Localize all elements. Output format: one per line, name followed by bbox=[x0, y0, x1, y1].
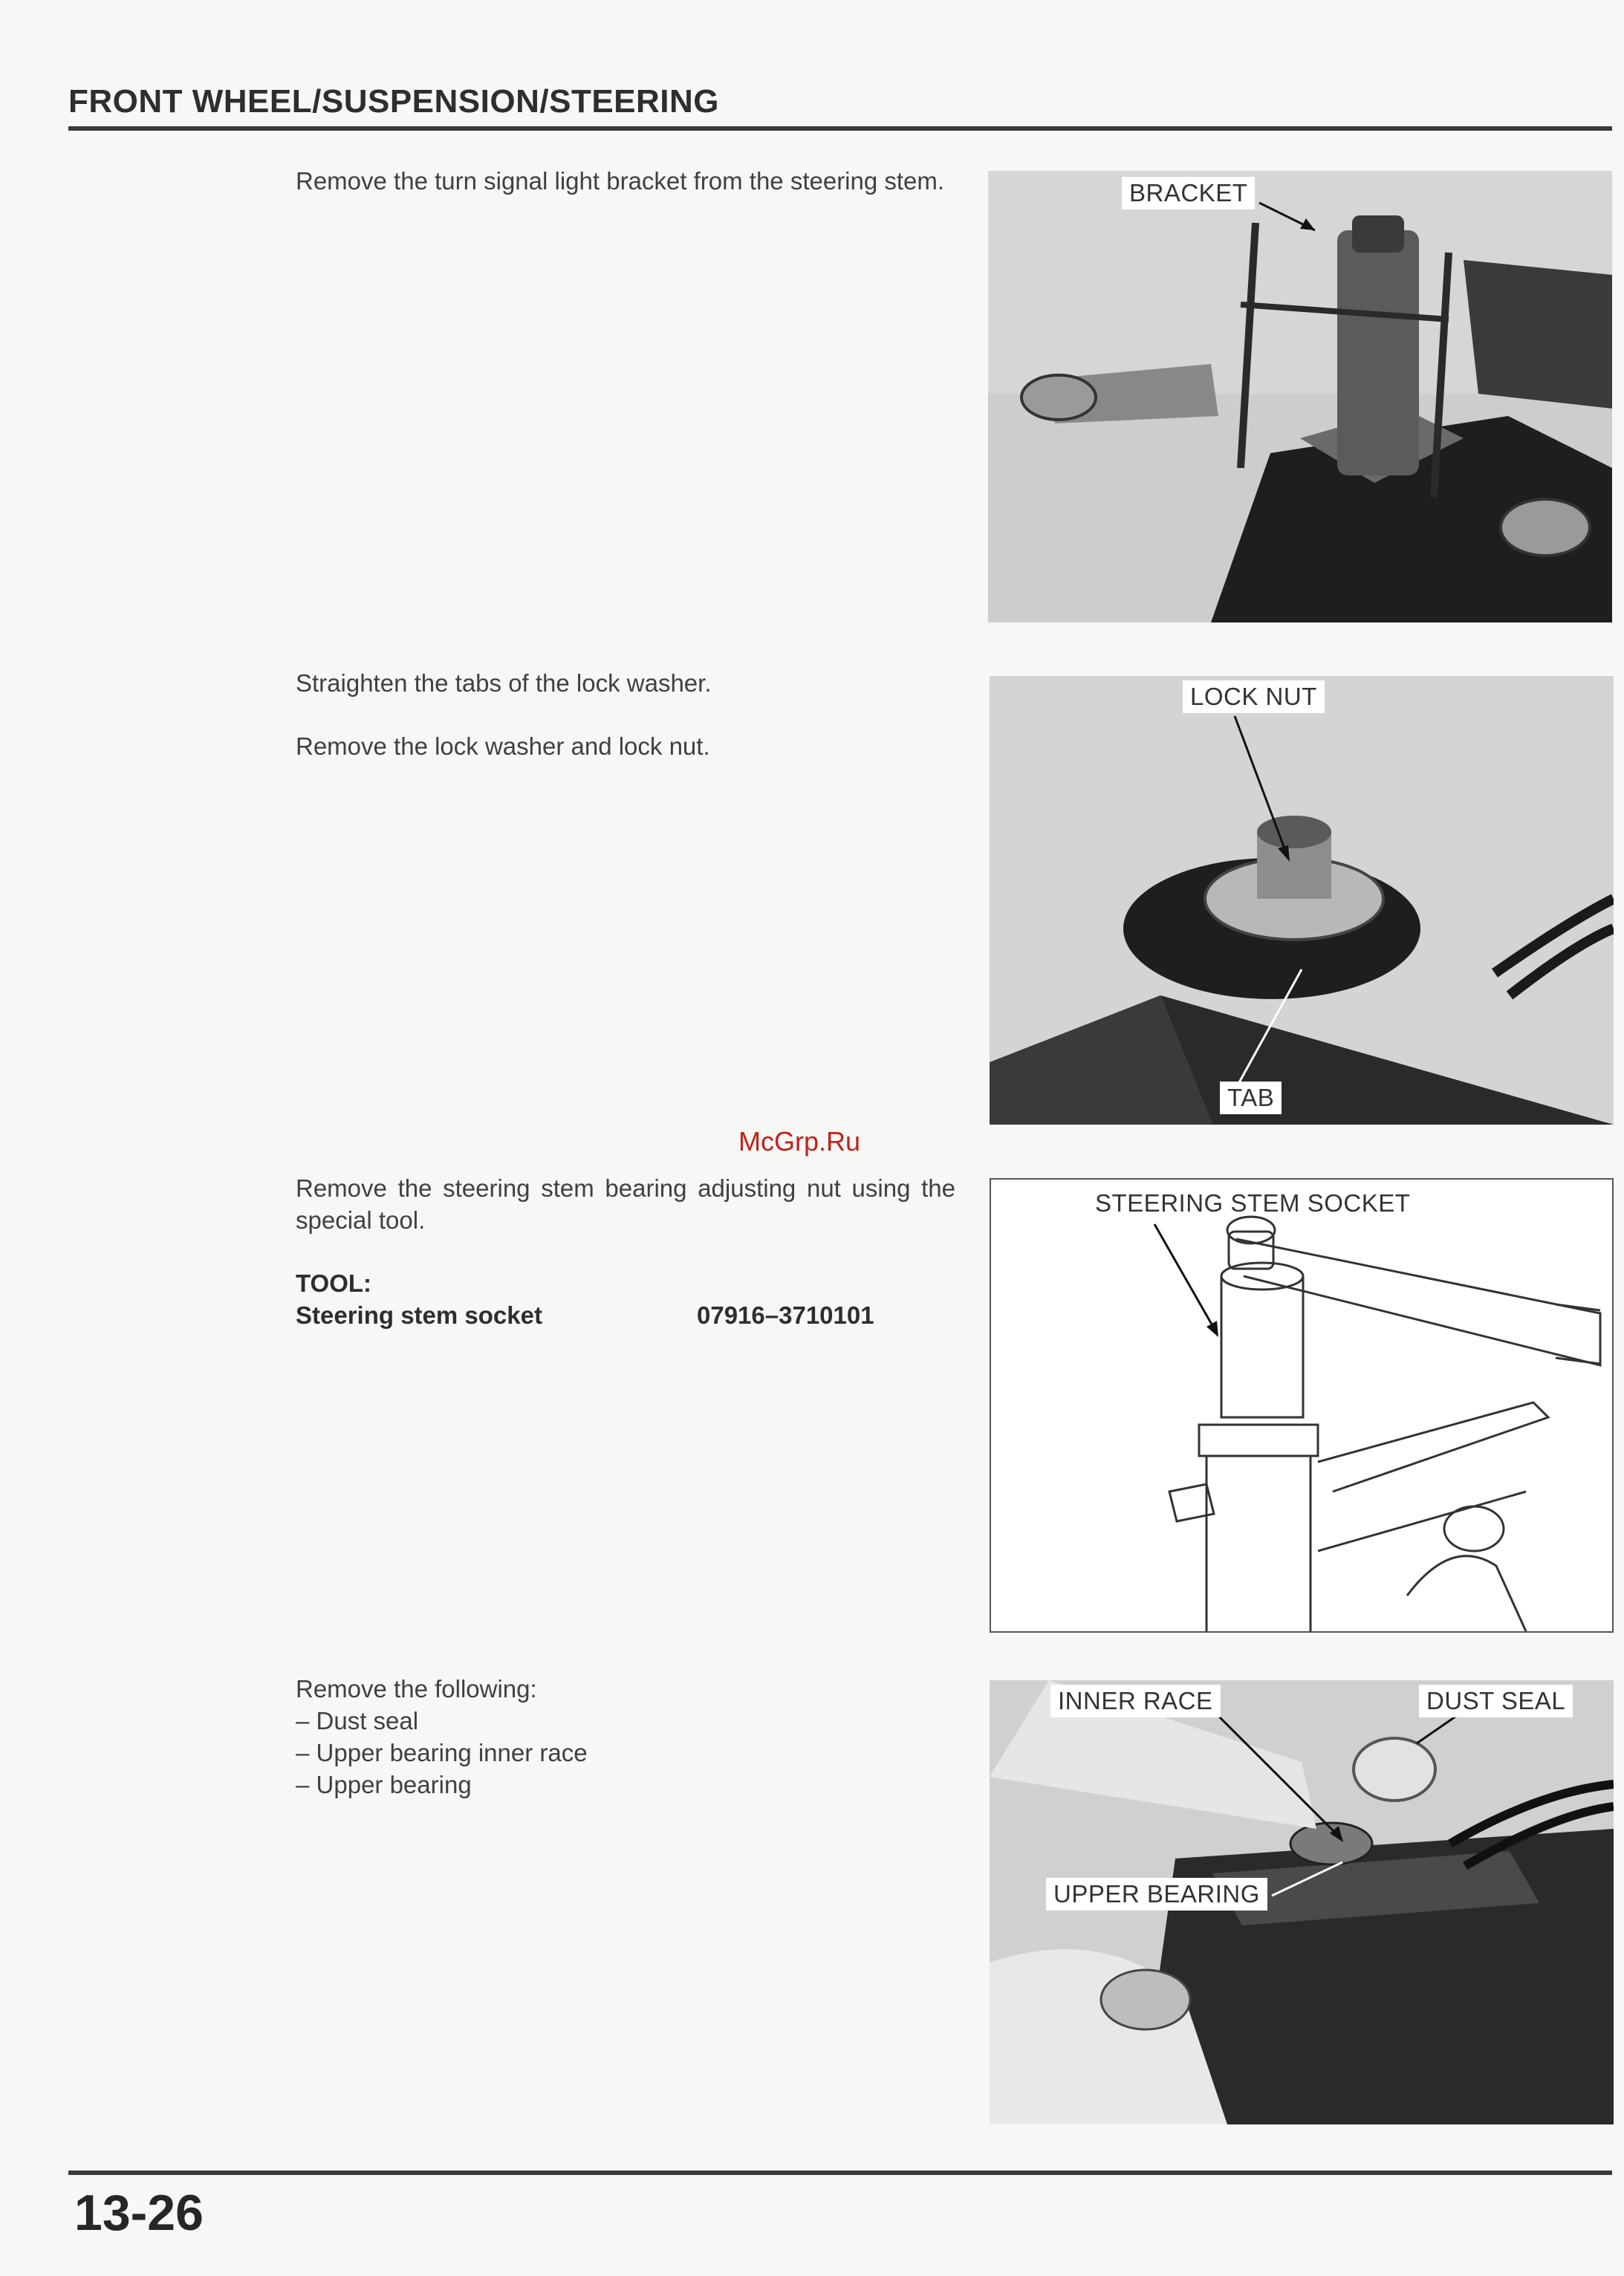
bracket-label: BRACKET bbox=[1122, 177, 1255, 209]
steering-stem-socket-label: STEERING STEM SOCKET bbox=[1095, 1189, 1411, 1217]
list-item: – Dust seal bbox=[296, 1705, 955, 1737]
page-number: 13-26 bbox=[74, 2185, 204, 2241]
page-title: FRONT WHEEL/SUSPENSION/STEERING bbox=[68, 83, 720, 120]
tab-label: TAB bbox=[1220, 1082, 1282, 1114]
dust-seal-label: DUST SEAL bbox=[1419, 1685, 1573, 1717]
tool-number: 07916–3710101 bbox=[697, 1301, 874, 1329]
watermark: McGrp.Ru bbox=[738, 1126, 861, 1157]
steering-stem-socket-drawing bbox=[990, 1178, 1614, 1633]
tool-row bbox=[296, 1299, 955, 1331]
list-item: – Upper bearing bbox=[296, 1769, 955, 1801]
lock-nut-label: LOCK NUT bbox=[1183, 680, 1325, 713]
upper-bearing-label: UPPER BEARING bbox=[1046, 1878, 1267, 1911]
section-1-paragraph: Remove the turn signal light bracket from the steering stem. bbox=[296, 167, 945, 195]
removal-list bbox=[296, 1705, 955, 1801]
section-2-line-2: Remove the lock washer and lock nut. bbox=[296, 732, 710, 760]
footer-rule bbox=[68, 2171, 1612, 2175]
section-4-text bbox=[296, 1673, 955, 1801]
bracket-photo bbox=[988, 171, 1612, 622]
section-4-intro: Remove the following: bbox=[296, 1675, 537, 1703]
title-rule bbox=[68, 126, 1612, 131]
lock-nut-photo bbox=[990, 676, 1614, 1125]
tool-name: Steering stem socket bbox=[296, 1301, 542, 1329]
bearing-removal-photo bbox=[990, 1680, 1614, 2124]
tool-label: TOOL: bbox=[296, 1269, 372, 1297]
section-1-text bbox=[296, 165, 955, 197]
section-3-paragraph: Remove the steering stem bearing adjusting nut using the special tool. bbox=[296, 1174, 955, 1234]
list-item: – Upper bearing inner race bbox=[296, 1737, 955, 1769]
section-2-line-1: Straighten the tabs of the lock washer. bbox=[296, 669, 712, 697]
inner-race-label: INNER RACE bbox=[1050, 1685, 1221, 1717]
section-2-text bbox=[296, 667, 955, 762]
section-3-text bbox=[296, 1172, 955, 1331]
